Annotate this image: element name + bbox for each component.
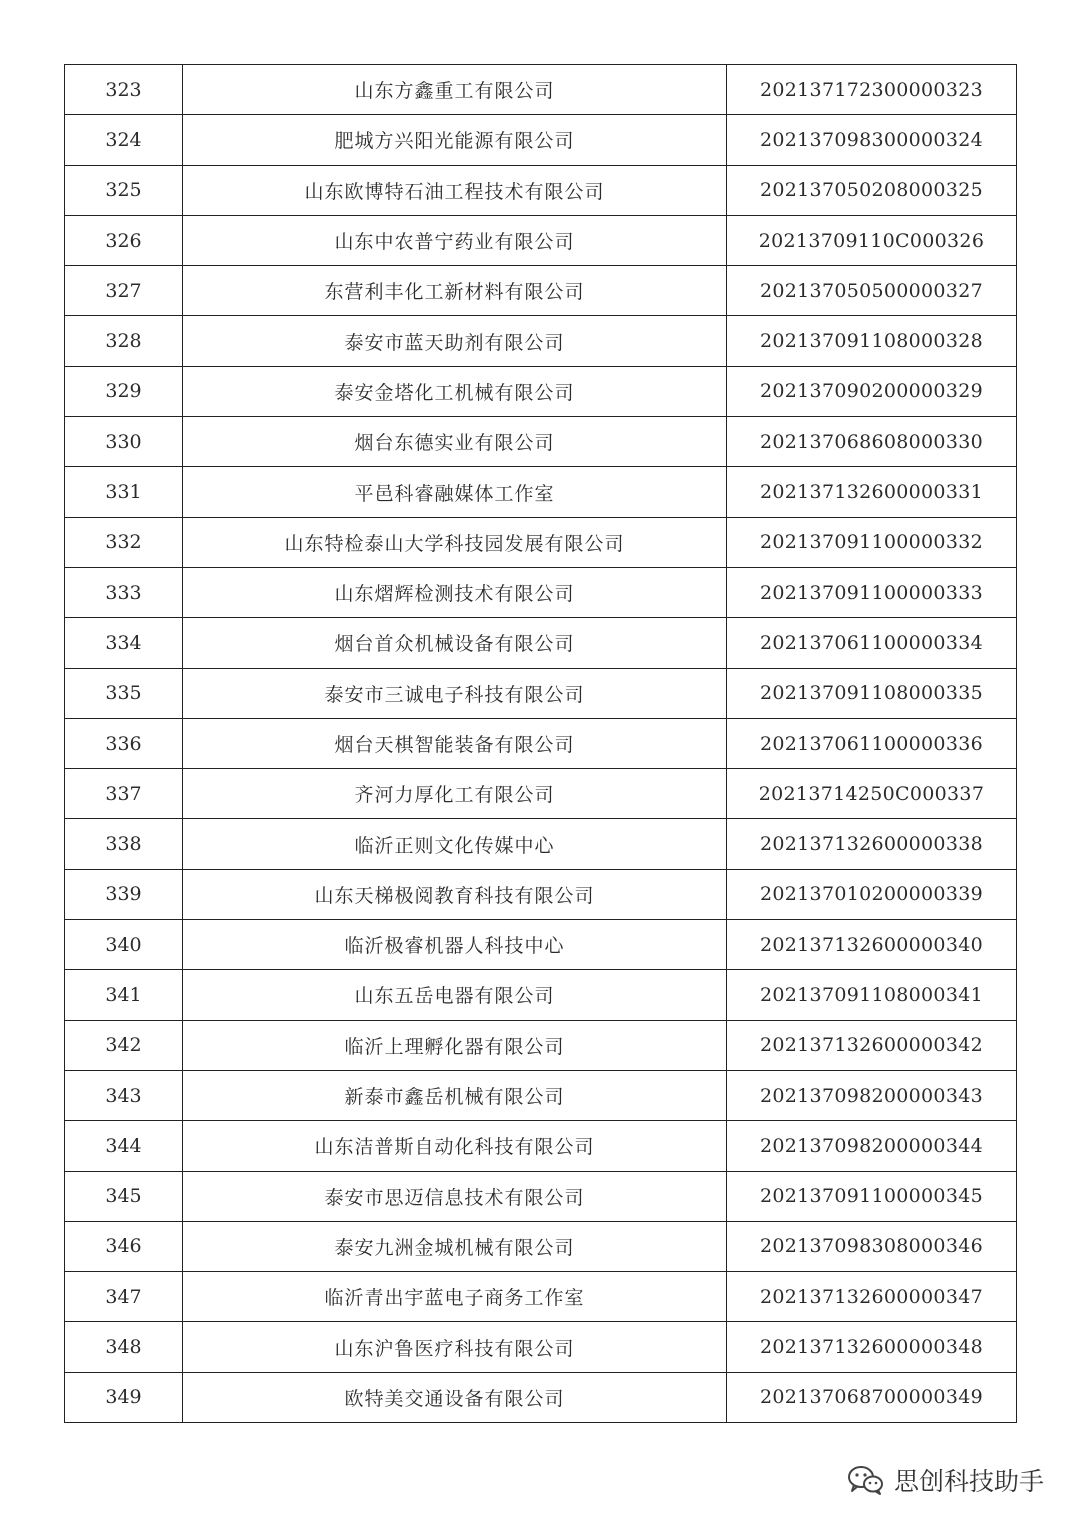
table-row: [65, 970, 1017, 1020]
registration-code: 202137132600000340: [727, 920, 1017, 970]
row-number: 344: [65, 1121, 183, 1171]
company-name: 肥城方兴阳光能源有限公司: [183, 115, 727, 165]
table-row: [65, 266, 1017, 316]
company-name: 山东天梯极阅教育科技有限公司: [183, 869, 727, 919]
table-row: [65, 1322, 1017, 1372]
row-number: 345: [65, 1171, 183, 1221]
row-number: 343: [65, 1070, 183, 1120]
company-name: 泰安市蓝天助剂有限公司: [183, 316, 727, 366]
table-row: [65, 1372, 1017, 1422]
table-row: [65, 869, 1017, 919]
row-number: 323: [65, 65, 183, 115]
registration-code: 202137098200000343: [727, 1070, 1017, 1120]
table-row: [65, 467, 1017, 517]
table-row: [65, 316, 1017, 366]
row-number: 330: [65, 417, 183, 467]
registration-code: 20213709110C000326: [727, 215, 1017, 265]
table-row: [65, 65, 1017, 115]
company-name: 山东方鑫重工有限公司: [183, 65, 727, 115]
row-number: 332: [65, 517, 183, 567]
table-row: [65, 769, 1017, 819]
row-number: 324: [65, 115, 183, 165]
row-number: 349: [65, 1372, 183, 1422]
company-name: 泰安金塔化工机械有限公司: [183, 366, 727, 416]
row-number: 333: [65, 567, 183, 617]
registration-code: 202137010200000339: [727, 869, 1017, 919]
row-number: 346: [65, 1221, 183, 1271]
table-row: [65, 718, 1017, 768]
company-name: 山东五岳电器有限公司: [183, 970, 727, 1020]
table-row: [65, 1221, 1017, 1271]
registration-code: 202137091108000335: [727, 668, 1017, 718]
row-number: 340: [65, 920, 183, 970]
company-name: 东营利丰化工新材料有限公司: [183, 266, 727, 316]
registration-code: 202137061100000334: [727, 618, 1017, 668]
company-name: 泰安市三诚电子科技有限公司: [183, 668, 727, 718]
registration-code: 202137068700000349: [727, 1372, 1017, 1422]
registration-code: 202137050500000327: [727, 266, 1017, 316]
registration-code: 202137068608000330: [727, 417, 1017, 467]
row-number: 334: [65, 618, 183, 668]
row-number: 325: [65, 165, 183, 215]
registration-code: 202137098200000344: [727, 1121, 1017, 1171]
company-name: 山东欧博特石油工程技术有限公司: [183, 165, 727, 215]
table-body: [65, 65, 1017, 1423]
company-name: 新泰市鑫岳机械有限公司: [183, 1070, 727, 1120]
registration-code: 202137132600000331: [727, 467, 1017, 517]
company-name: 山东洁普斯自动化科技有限公司: [183, 1121, 727, 1171]
registration-code: 202137091100000332: [727, 517, 1017, 567]
registration-code: 202137091108000328: [727, 316, 1017, 366]
table-row: [65, 668, 1017, 718]
row-number: 348: [65, 1322, 183, 1372]
row-number: 335: [65, 668, 183, 718]
table-row: [65, 567, 1017, 617]
company-name: 泰安九洲金城机械有限公司: [183, 1221, 727, 1271]
registration-code: 202137098308000346: [727, 1221, 1017, 1271]
registration-code: 202137091100000333: [727, 567, 1017, 617]
company-name: 平邑科睿融媒体工作室: [183, 467, 727, 517]
company-name: 山东沪鲁医疗科技有限公司: [183, 1322, 727, 1372]
table-row: [65, 417, 1017, 467]
row-number: 328: [65, 316, 183, 366]
table-row: [65, 1171, 1017, 1221]
company-name: 山东特检泰山大学科技园发展有限公司: [183, 517, 727, 567]
row-number: 342: [65, 1020, 183, 1070]
company-name: 临沂正则文化传媒中心: [183, 819, 727, 869]
registration-code: 202137061100000336: [727, 718, 1017, 768]
wechat-icon: [846, 1464, 886, 1496]
registration-code: 202137132600000342: [727, 1020, 1017, 1070]
company-name: 欧特美交通设备有限公司: [183, 1372, 727, 1422]
row-number: 339: [65, 869, 183, 919]
table-row: [65, 618, 1017, 668]
company-name: 烟台东德实业有限公司: [183, 417, 727, 467]
company-name: 泰安市思迈信息技术有限公司: [183, 1171, 727, 1221]
row-number: 341: [65, 970, 183, 1020]
registration-code: 202137098300000324: [727, 115, 1017, 165]
company-name: 临沂上理孵化器有限公司: [183, 1020, 727, 1070]
table-row: [65, 165, 1017, 215]
registration-code: 202137132600000347: [727, 1272, 1017, 1322]
row-number: 338: [65, 819, 183, 869]
table-row: [65, 819, 1017, 869]
table-row: [65, 920, 1017, 970]
table-row: [65, 115, 1017, 165]
table-row: [65, 1070, 1017, 1120]
registration-code: 202137091100000345: [727, 1171, 1017, 1221]
watermark: [846, 1458, 1044, 1502]
watermark-text: 思创科技助手: [893, 1467, 1044, 1496]
registration-code: 202137172300000323: [727, 65, 1017, 115]
table-row: [65, 1121, 1017, 1171]
table-row: [65, 517, 1017, 567]
row-number: 331: [65, 467, 183, 517]
table-row: [65, 1272, 1017, 1322]
company-name: 临沂极睿机器人科技中心: [183, 920, 727, 970]
company-name: 山东中农普宁药业有限公司: [183, 215, 727, 265]
company-table: [64, 64, 1017, 1423]
registration-code: 202137132600000338: [727, 819, 1017, 869]
table-row: [65, 366, 1017, 416]
company-name: 山东熠辉检测技术有限公司: [183, 567, 727, 617]
row-number: 327: [65, 266, 183, 316]
company-name: 烟台天棋智能装备有限公司: [183, 718, 727, 768]
row-number: 329: [65, 366, 183, 416]
company-name: 临沂青出宇蓝电子商务工作室: [183, 1272, 727, 1322]
registration-code: 202137090200000329: [727, 366, 1017, 416]
company-name: 齐河力厚化工有限公司: [183, 769, 727, 819]
table-row: [65, 215, 1017, 265]
registration-code: 20213714250C000337: [727, 769, 1017, 819]
row-number: 326: [65, 215, 183, 265]
registration-code: 202137132600000348: [727, 1322, 1017, 1372]
row-number: 336: [65, 718, 183, 768]
table-row: [65, 1020, 1017, 1070]
company-name: 烟台首众机械设备有限公司: [183, 618, 727, 668]
row-number: 337: [65, 769, 183, 819]
row-number: 347: [65, 1272, 183, 1322]
registration-code: 202137091108000341: [727, 970, 1017, 1020]
registration-code: 202137050208000325: [727, 165, 1017, 215]
